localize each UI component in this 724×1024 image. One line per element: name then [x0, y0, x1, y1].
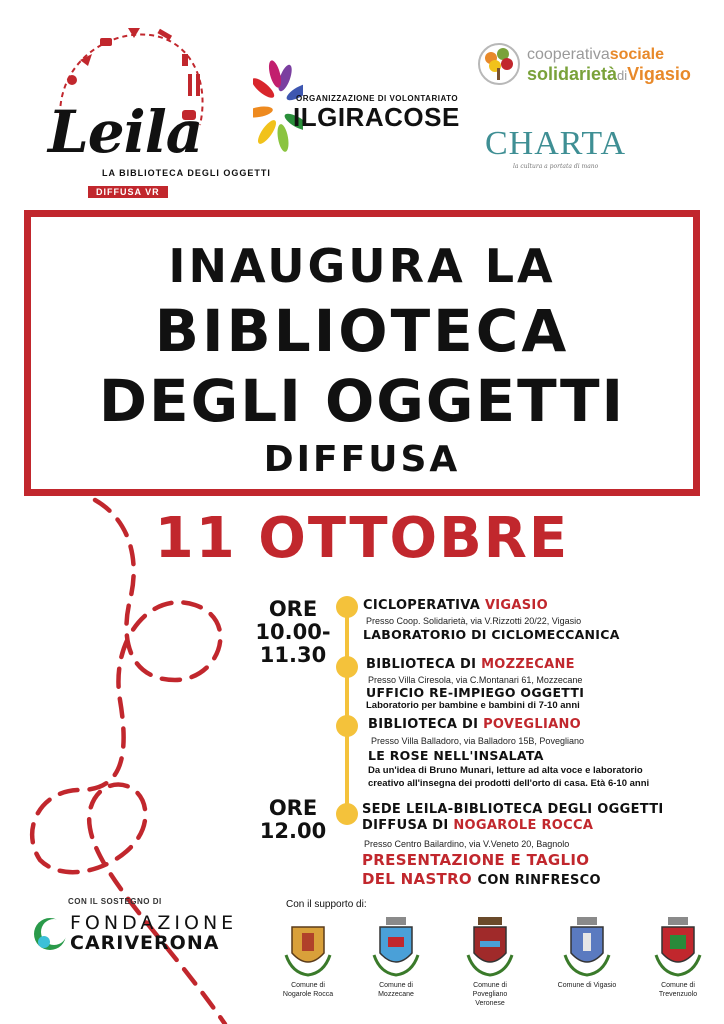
event-1-activity: LABORATORIO DI CICLOMECCANICA — [363, 627, 620, 642]
event-4-title-line-2: DIFFUSA DI NOGAROLE ROCCA — [362, 818, 594, 833]
timeline-line — [345, 606, 349, 814]
event-3-title: BIBLIOTECA DI POVEGLIANO — [368, 717, 582, 732]
coat-of-arms-icon — [370, 915, 422, 979]
event-4-activity-line-2: DEL NASTRO CON RINFRESCO — [362, 870, 601, 888]
cooperativa-logo — [477, 40, 717, 100]
crest-vigasio: Comune di Vigasio — [547, 915, 627, 1015]
fondazione-line1: FONDAZIONE — [70, 912, 238, 934]
title-line-2: BIBLIOTECA — [154, 297, 570, 365]
giracose-pretitle: ORGANIZZAZIONE DI VOLONTARIATO — [296, 94, 459, 103]
leila-subtitle: LA BIBLIOTECA DEGLI OGGETTI — [102, 168, 271, 178]
event-2-activity: UFFICIO RE-IMPIEGO OGGETTI — [366, 685, 585, 700]
coat-of-arms-icon — [561, 915, 613, 979]
timeline-dot — [336, 715, 358, 737]
crest-nogarole-rocca: Comune di Nogarole Rocca — [268, 915, 348, 1015]
giracose-name: ILGIRACOSE — [293, 102, 460, 132]
coat-of-arms-icon — [464, 915, 516, 979]
time-slot-morning: ORE 10.00- 11.30 — [255, 597, 331, 667]
fondazione-cariverona-logo — [30, 910, 250, 960]
fondazione-icon — [30, 912, 70, 954]
title-line-1: INAUGURA LA — [168, 239, 556, 293]
time-slot-noon: ORE 12.00 — [259, 796, 327, 843]
charta-logo — [485, 125, 635, 175]
event-3-address: Presso Villa Balladoro, via Balladoro 15B, Povegliano — [371, 736, 584, 746]
event-date: 11 OTTOBRE — [154, 506, 570, 571]
timeline-dot — [336, 596, 358, 618]
event-4-address: Presso Centro Bailardino, via V.Veneto 20, Bagnolo — [364, 839, 570, 849]
charta-wordmark: CHARTA — [485, 125, 627, 162]
leila-badge: DIFFUSA VR — [88, 186, 168, 198]
event-3-note-line-2: creativo all'insegna dei prodotti dell'orto di casa. Età 6-10 anni — [368, 778, 650, 789]
event-2-address: Presso Villa Ciresola, via C.Montanari 61, Mozzecane — [368, 675, 583, 685]
charta-tagline: la cultura a portata di mano — [513, 163, 599, 170]
supporto-label: Con il supporto di: — [286, 899, 367, 910]
event-3-note-line-1: Da un'idea di Bruno Munari, letture ad alta voce e laboratorio — [368, 765, 643, 776]
timeline-dot — [336, 803, 358, 825]
event-1-address: Presso Coop. Solidarietà, via V.Rizzotti 20/22, Vigasio — [366, 616, 582, 626]
crest-povegliano-veronese: Comune di Povegliano Veronese — [450, 915, 530, 1015]
coop-line2: solidarietàdiVigasio — [527, 64, 691, 84]
coat-of-arms-icon — [652, 915, 704, 979]
fondazione-line2: CARIVERONA — [70, 932, 220, 954]
event-4-activity-line-1: PRESENTAZIONE E TAGLIO — [362, 851, 590, 869]
coop-line1: cooperativasociale — [527, 46, 664, 63]
title-line-3: DEGLI OGGETTI — [98, 367, 626, 435]
title-box — [24, 210, 700, 496]
title-line-4: DIFFUSA — [263, 439, 461, 480]
giracose-logo — [253, 60, 468, 160]
crest-mozzecane: Comune di Mozzecane — [356, 915, 436, 1015]
leila-logo — [40, 20, 271, 200]
event-4-title-line-1: SEDE LEILA-BIBLIOTECA DEGLI OGGETTI — [362, 802, 664, 817]
event-3-activity: LE ROSE NELL'INSALATA — [368, 748, 544, 763]
timeline-dot — [336, 656, 358, 678]
leila-wordmark: Leila — [48, 98, 203, 166]
crest-trevenzuolo: Comune di Trevenzuolo — [638, 915, 718, 1015]
event-2-title: BIBLIOTECA DI MOZZECANE — [366, 657, 575, 672]
coat-of-arms-icon — [282, 915, 334, 979]
event-2-note: Laboratorio per bambine e bambini di 7-10 anni — [366, 700, 580, 711]
sostegno-label: CON IL SOSTEGNO DI — [68, 897, 162, 906]
event-1-title: CICLOPERATIVA VIGASIO — [363, 598, 548, 613]
tree-icon — [477, 42, 521, 86]
